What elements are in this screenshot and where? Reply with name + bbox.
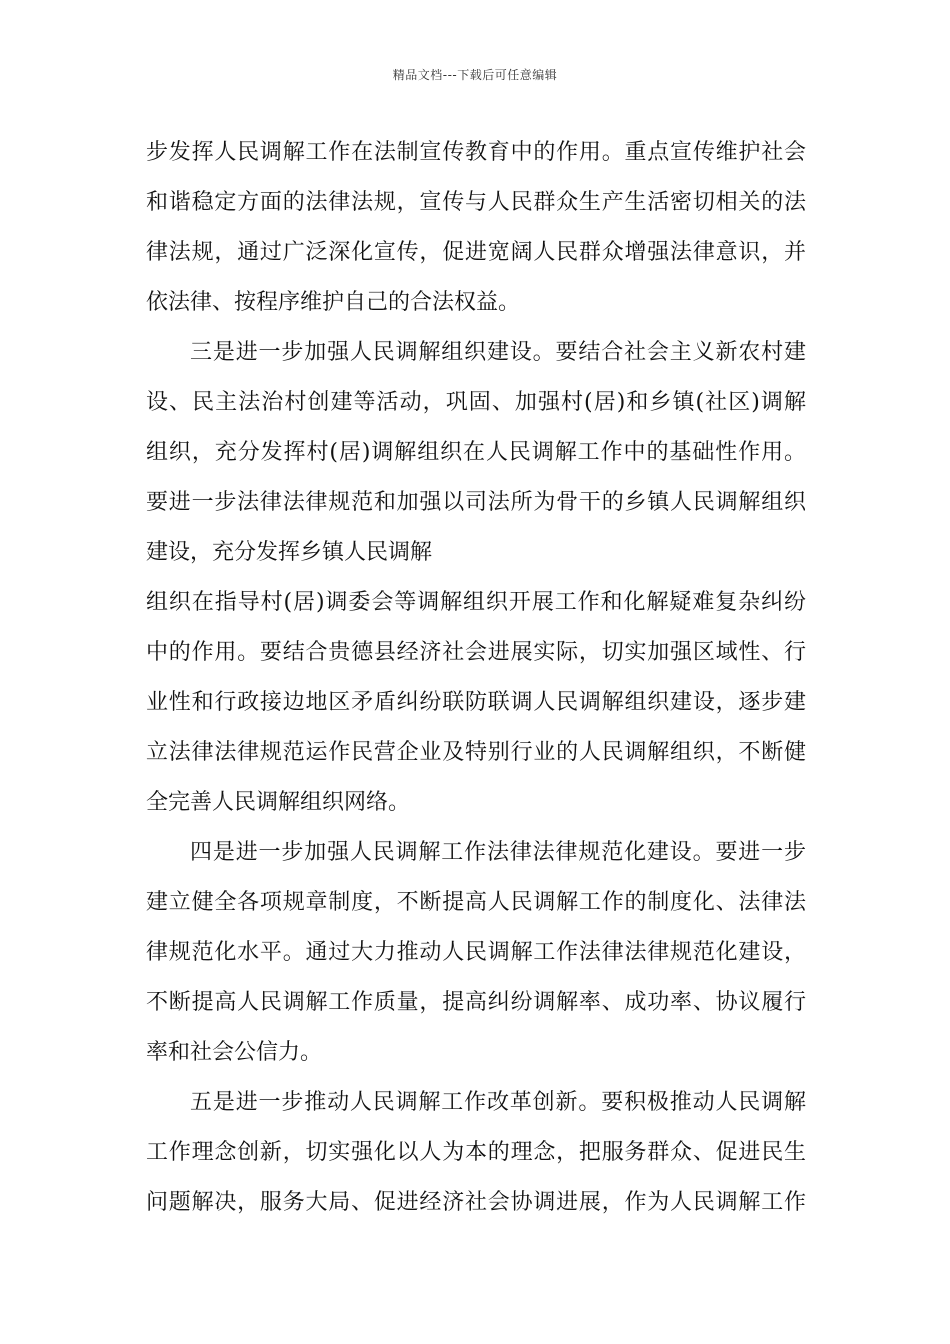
text-line: 要进一步法律法律规范和加强以司法所为骨干的乡镇人民调解组织 — [146, 490, 806, 515]
text-line: 组织在指导村(居)调委会等调解组织开展工作和化解疑难复杂纠纷 — [146, 590, 806, 615]
text-line: 设、民主法治村创建等活动，巩固、加强村(居)和乡镇(社区)调解 — [146, 390, 806, 415]
text-line: 中的作用。要结合贵德县经济社会进展实际，切实加强区域性、行 — [146, 640, 806, 665]
text-line: 工作理念创新，切实强化以人为本的理念，把服务群众、促进民生 — [146, 1140, 806, 1165]
text-line: 和谐稳定方面的法律法规，宣传与人民群众生产生活密切相关的法 — [146, 190, 806, 215]
text-line: 步发挥人民调解工作在法制宣传教育中的作用。重点宣传维护社会 — [146, 140, 806, 165]
text-line: 问题解决，服务大局、促进经济社会协调进展，作为人民调解工作 — [146, 1190, 806, 1215]
text-line: 立法律法律规范运作民营企业及特别行业的人民调解组织，不断健 — [146, 740, 806, 765]
text-line: 不断提高人民调解工作质量，提高纠纷调解率、成功率、协议履行 — [146, 990, 806, 1015]
text-line: 四是进一步加强人民调解工作法律法律规范化建设。要进一步 — [190, 840, 806, 865]
text-line: 三是进一步加强人民调解组织建设。要结合社会主义新农村建 — [190, 340, 806, 365]
text-line: 建设，充分发挥乡镇人民调解 — [146, 540, 433, 565]
text-line: 建立健全各项规章制度，不断提高人民调解工作的制度化、法律法 — [146, 890, 806, 915]
text-line: 业性和行政接边地区矛盾纠纷联防联调人民调解组织建设，逐步建 — [146, 690, 806, 715]
text-line: 五是进一步推动人民调解工作改革创新。要积极推动人民调解 — [190, 1090, 806, 1115]
text-line: 律法规，通过广泛深化宣传，促进宽阔人民群众增强法律意识，并 — [146, 240, 806, 265]
document-body — [146, 128, 806, 1228]
text-line: 律规范化水平。通过大力推动人民调解工作法律法律规范化建设， — [146, 940, 806, 965]
text-line: 依法律、按程序维护自己的合法权益。 — [146, 290, 521, 315]
text-line: 组织，充分发挥村(居)调解组织在人民调解工作中的基础性作用。 — [146, 440, 806, 465]
text-line: 率和社会公信力。 — [146, 1040, 323, 1065]
page-header: 精品文档---下载后可任意编辑 — [392, 68, 558, 82]
text-line: 全完善人民调解组织网络。 — [146, 790, 411, 815]
